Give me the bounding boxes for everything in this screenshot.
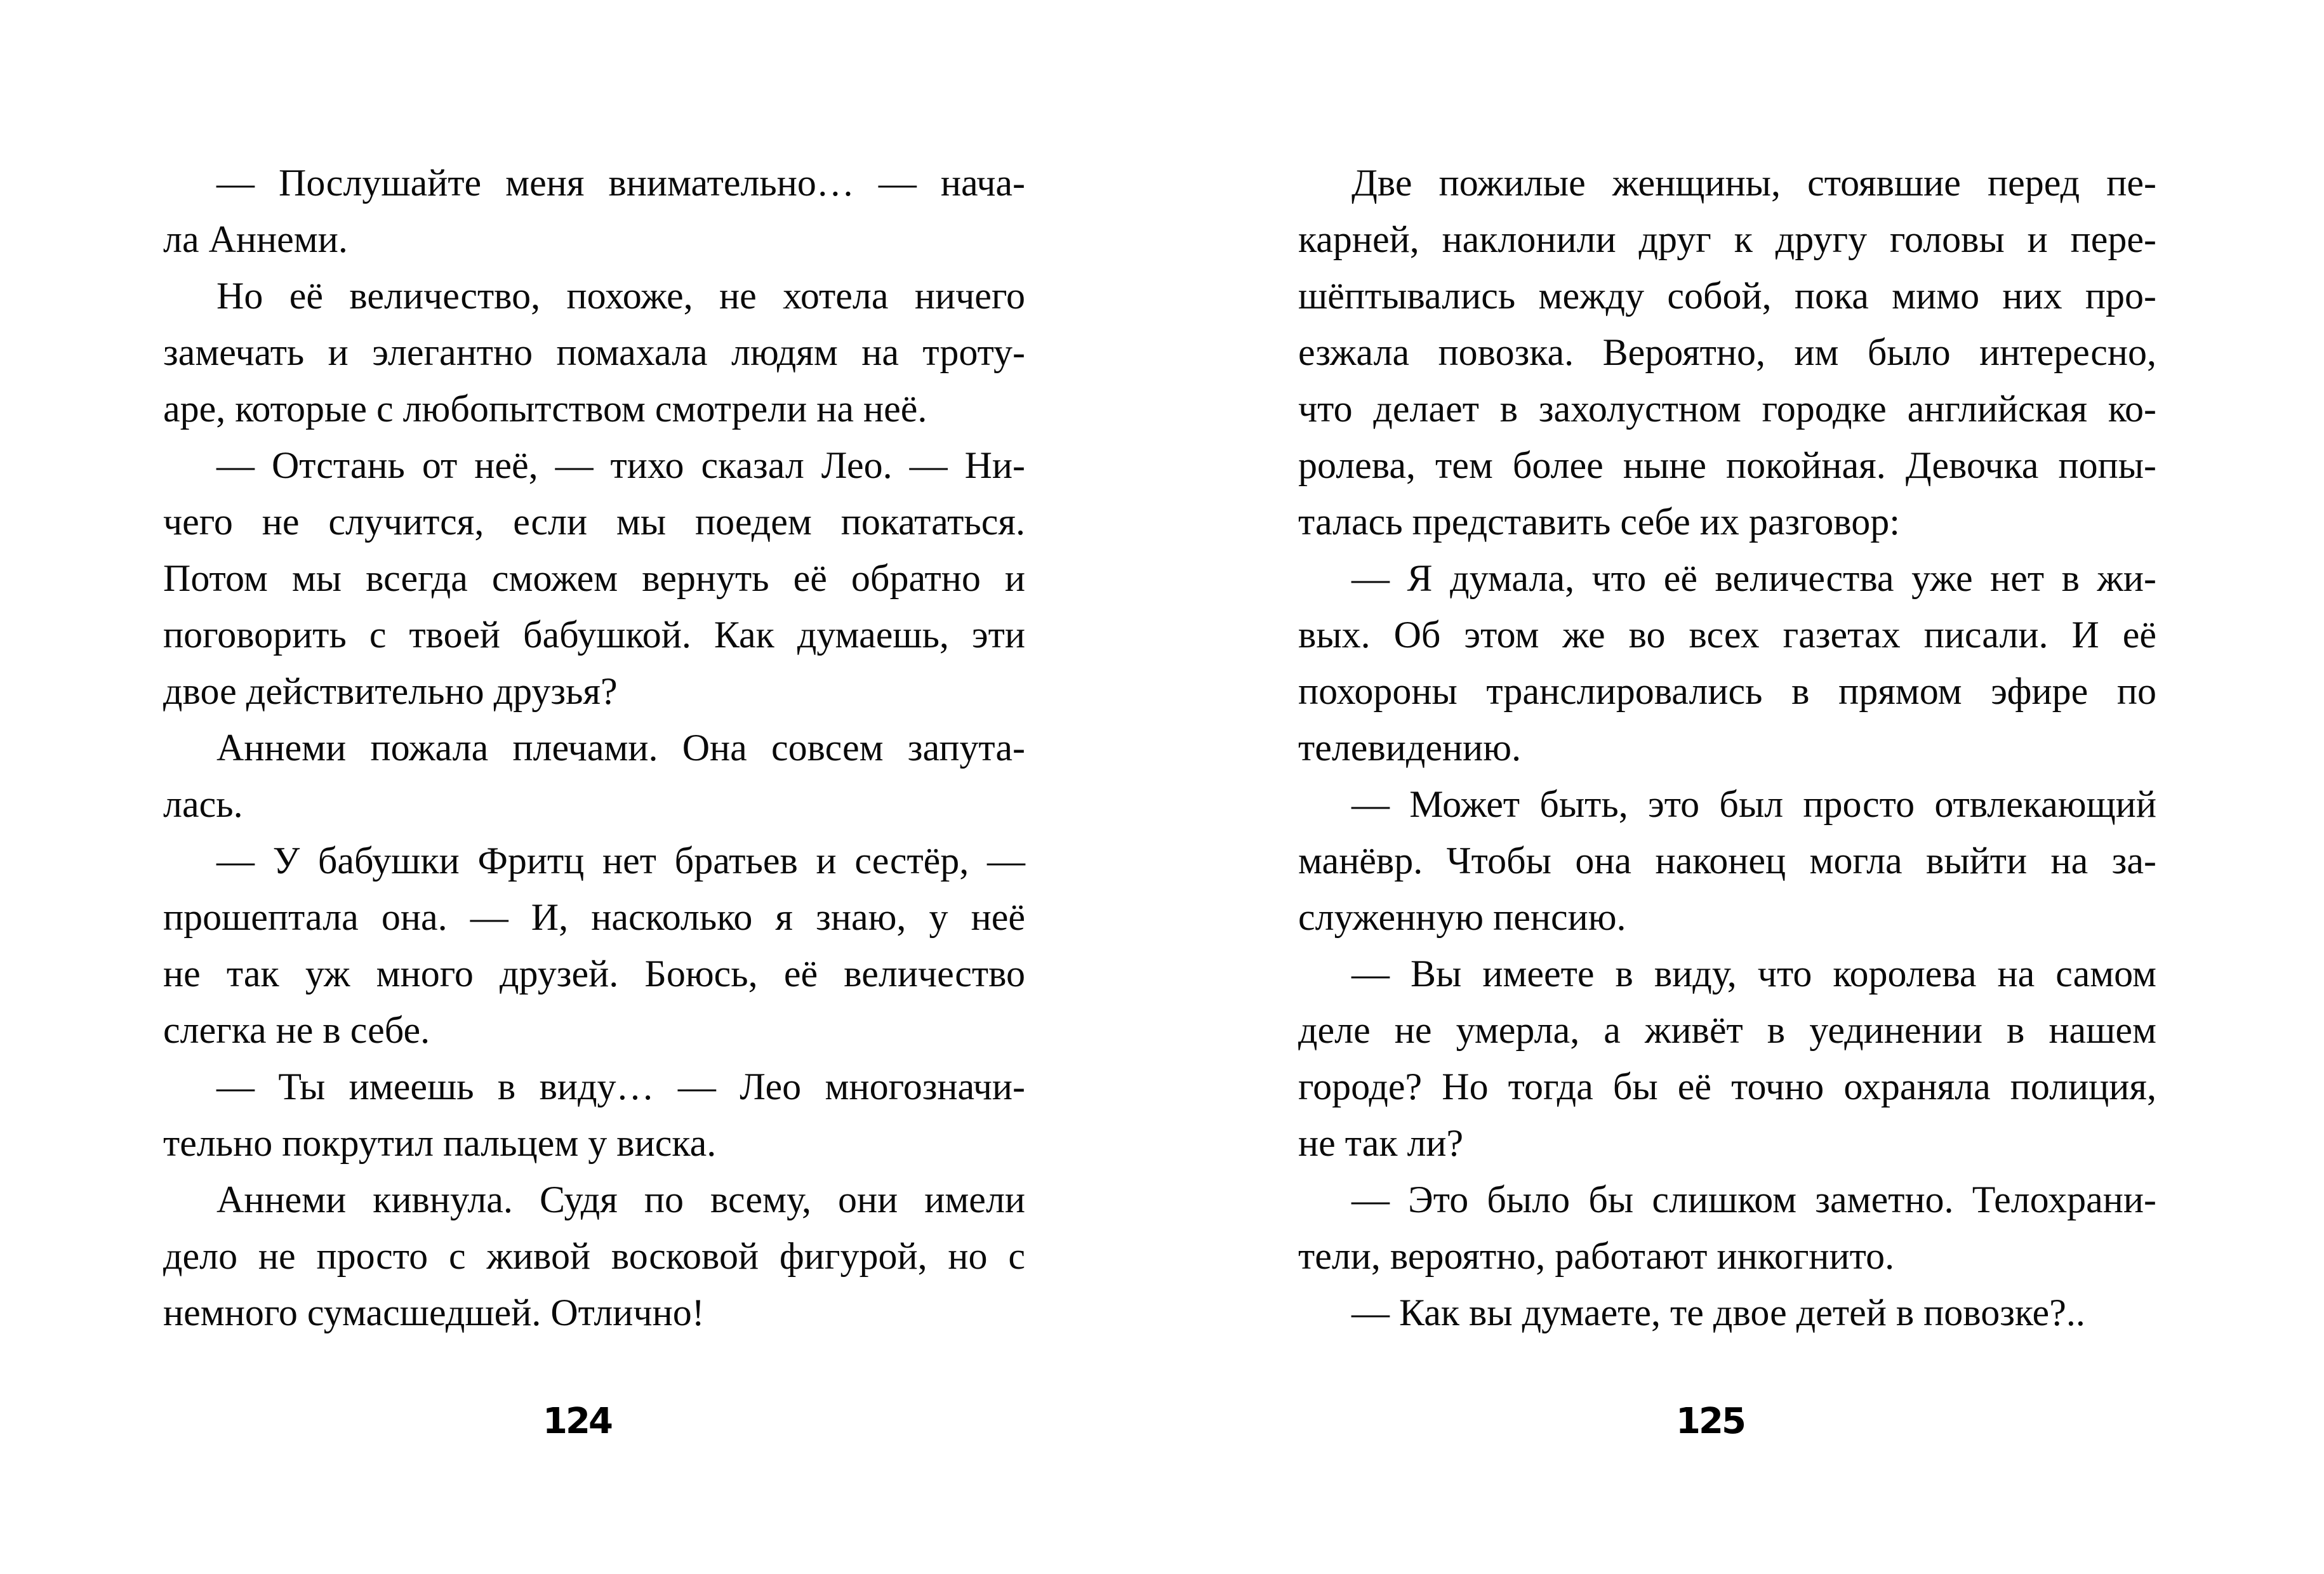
text-line: — Как вы думаете, те двое детей в повозке?..	[1351, 1292, 2085, 1333]
text-line: — Я думала, что её величества уже нет в жи-	[1351, 557, 2156, 599]
text-line: прошептала она. — И, насколько я знаю, у неё	[163, 896, 1025, 938]
text-line: что делает в захолустном городке английская ко-	[1298, 388, 2156, 430]
text-line: тельно покрутил пальцем у виска.	[163, 1122, 717, 1164]
text-line: манёвр. Чтобы она наконец могла выйти на за-	[1298, 840, 2156, 882]
text-line: — Послушайте меня внимательно… — нача-	[216, 162, 1025, 204]
text-line: карней, наклонили друг к другу головы и пере-	[1298, 218, 2156, 260]
page-right	[1162, 0, 2324, 1574]
text-line: — Это было бы слишком заметно. Телохрани-	[1351, 1179, 2156, 1220]
text-line: не так уж много друзей. Боюсь, её величество	[163, 953, 1025, 995]
text-line: — У бабушки Фритц нет братьев и сестёр, —	[216, 840, 1025, 882]
page-number-right: 125	[1676, 1401, 1744, 1442]
text-line: дело не просто с живой восковой фигурой, но с	[163, 1235, 1025, 1277]
text-line: — Отстань от неё, — тихо сказал Лео. — Ни-	[216, 444, 1025, 486]
text-line: ла Аннеми.	[163, 218, 348, 260]
text-line: деле не умерла, а живёт в уединении в нашем	[1298, 1009, 2156, 1051]
text-line: городе? Но тогда бы её точно охраняла полиция,	[1298, 1066, 2156, 1108]
page-left-text-block	[163, 155, 1025, 1341]
text-line: аре, которые с любопытством смотрели на неё.	[163, 388, 927, 430]
text-line: талась представить себе их разговор:	[1298, 501, 1900, 543]
text-line: слегка не в себе.	[163, 1009, 430, 1051]
text-line: немного сумасшедшей. Отлично!	[163, 1292, 705, 1333]
text-line: Но её величество, похоже, не хотела ничего	[216, 275, 1025, 317]
page-number-left: 124	[543, 1401, 611, 1442]
text-line: Аннеми пожала плечами. Она совсем запута-	[216, 727, 1025, 769]
text-line: Потом мы всегда сможем вернуть её обратно и	[163, 557, 1025, 599]
text-line: Аннеми кивнула. Судя по всему, они имели	[216, 1179, 1025, 1220]
text-line: замечать и элегантно помахала людям на троту-	[163, 331, 1025, 373]
text-line: похороны транслировались в прямом эфире по	[1298, 670, 2156, 712]
text-line: шёптывались между собой, пока мимо них про-	[1298, 275, 2156, 317]
text-line: поговорить с твоей бабушкой. Как думаешь, эти	[163, 614, 1025, 656]
text-line: служенную пенсию.	[1298, 896, 1626, 938]
text-line: телевидению.	[1298, 727, 1522, 769]
text-line: тели, вероятно, работают инкогнито.	[1298, 1235, 1895, 1277]
text-line: — Может быть, это был просто отвлекающий	[1351, 783, 2156, 825]
text-line: — Вы имеете в виду, что королева на самом	[1351, 953, 2156, 995]
text-line: чего не случится, если мы поедем покататься.	[163, 501, 1025, 543]
text-line: — Ты имеешь в виду… — Лео многозначи-	[216, 1066, 1025, 1108]
text-line: Две пожилые женщины, стоявшие перед пе-	[1351, 162, 2156, 204]
text-line: езжала повозка. Вероятно, им было интересно,	[1298, 331, 2156, 373]
text-line: вых. Об этом же во всех газетах писали. И её	[1298, 614, 2156, 656]
page-right-text-block	[1298, 155, 2156, 1341]
text-line: не так ли?	[1298, 1122, 1464, 1164]
text-line: лась.	[163, 783, 243, 825]
text-line: ролева, тем более ныне покойная. Девочка попы-	[1298, 444, 2156, 486]
text-line: двое действительно друзья?	[163, 670, 618, 712]
